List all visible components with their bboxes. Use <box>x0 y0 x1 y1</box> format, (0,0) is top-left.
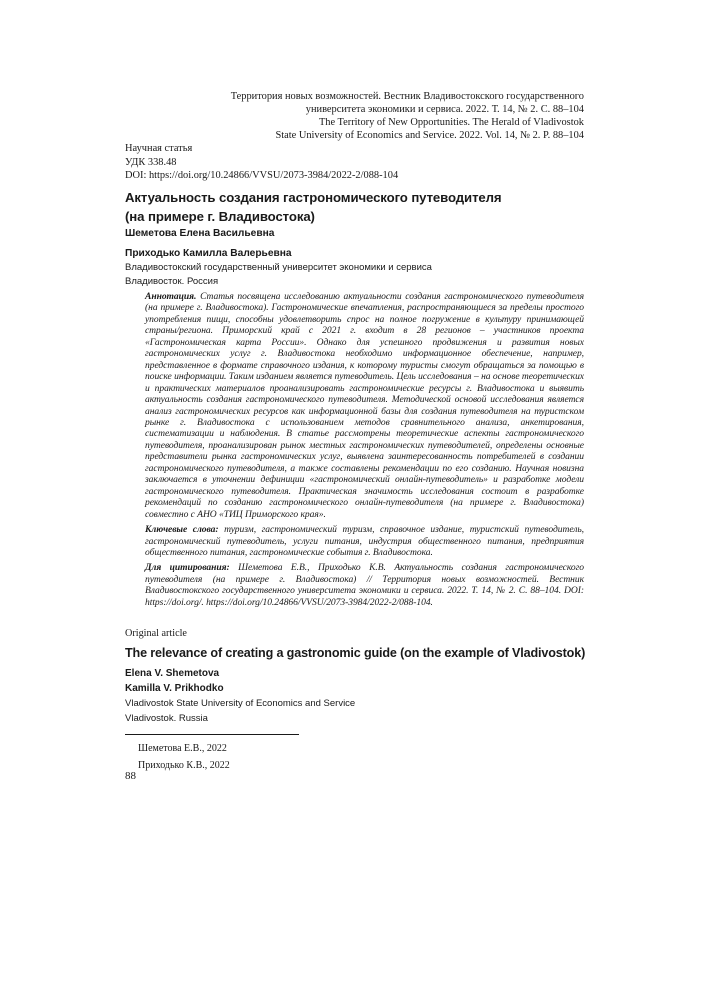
keywords-label: Ключевые слова: <box>145 524 219 536</box>
abstract-text: Статья посвящена исследованию актуальности создания гастрономического путеводителя (на примере г. Владивостока). Гастрономические впечатления, распространяющиеся за пределы простого употребления пищи, способны удовлетворить спрос на полное погружение в культуру принимающей страны/региона. Приморский край с 2021 г. входит в 28 регионов – участников проекта «Гастрономическая карта России». Однако для успешного продвижения и развития новых гастрономических услуг г. Владивостока необходимо информационное обеспечение, например, представленное в формате справочного издания, к которому туристы смогут обращаться за помощью в поиске информации. Таким изданием является путеводитель. Цель исследования – на основе теоретических и практических материалов проанализировать гастрономические ресурсы г. Владивостока и выявить актуальность создания гастрономического путеводителя. Методической основой исследования является анализ гастрономических ресурсов как информационной базы для создания путеводителя на туристском рынке г. Владивостока с использованием методов сравнительного анализа, анкетирования, систематизации и наблюдения. В статье рассмотрены теоретические аспекты гастрономического путеводителя, проанализирован рынок местных гастрономических путеводителей, определены основные представители рынка гастрономических услуг, выявлена заинтересованность потребителей в создании гастрономического путеводителя, а также составлены рекомендации по его созданию. Научная новизна заключается в уточнении дефиниции «гастрономический онлайн-путеводитель» и разработке модели гастрономического путеводителя. Практическая значимость исследования состоит в разработке рекомендаций по созданию гастрономического онлайн-путеводителя (на примере г. Владивостока) совместно с АНО «ТИЦ Приморского края». <box>145 291 584 520</box>
author-2-en: Kamilla V. Prikhodko <box>125 683 224 694</box>
copyright-line-1: Шеметова Е.В., 2022 <box>138 743 227 754</box>
affiliation-en: Vladivostok State University of Economics and Service <box>125 698 356 709</box>
footnote-divider <box>125 734 299 735</box>
title-ru-line2: (на примере г. Владивостока) <box>125 209 315 224</box>
doi-link[interactable]: DOI: https://doi.org/10.24866/VVSU/2073-3984/2022-2/088-104 <box>125 170 399 181</box>
abstract-label: Аннотация. <box>145 291 197 302</box>
article-meta <box>125 142 398 183</box>
page-number: 88 <box>125 770 136 782</box>
author-1-ru: Шеметова Елена Васильевна <box>125 228 275 239</box>
article-type: Научная статья <box>125 143 193 154</box>
affiliation-ru: Владивостокский государственный университет экономики и сервиса <box>125 262 432 273</box>
citation-text: Шеметова Е.В., Приходько К.В. Актуальность создания гастрономического путеводителя (на примере г. Владивостока) // Территория новых возможностей. Вестник Владивостокского государственного университета экономики и сервиса. 2022. Т. 14, № 2. С. 88–104. DOI: https://doi.org/. https://doi.org/10.24866/VVSU/2073-3984/2022-2/088-104. <box>145 562 585 608</box>
authors-ru <box>125 226 432 289</box>
title-ru-line1: Актуальность создания гастрономического путеводителя <box>125 190 502 205</box>
city-ru: Владивосток. Россия <box>125 276 219 287</box>
udc-code: УДК 338.48 <box>125 156 177 168</box>
journal-en-line2: State University of Economics and Service. 2022. Vol. 14, № 2. P. 88–104 <box>275 130 584 141</box>
original-article-label: Original article <box>125 628 187 639</box>
copyright-line-2: Приходько К.В., 2022 <box>138 759 230 771</box>
city-en: Vladivostok. Russia <box>125 713 208 724</box>
copyright-block <box>138 741 230 774</box>
abstract-block <box>145 291 584 608</box>
article-title-ru <box>125 188 595 226</box>
author-2-ru: Приходько Камилла Валерьевна <box>125 248 292 259</box>
citation-paragraph <box>145 562 584 608</box>
keywords-text: туризм, гастрономический туризм, справочное издание, туристский путеводитель, гастрономический путеводитель, услуги питания, индустрия общественного питания, предприятия общественного питания, гастрономические события г. Владивостока. <box>145 524 585 558</box>
journal-ru-line1: Территория новых возможностей. Вестник Владивостокского государственного <box>230 91 584 102</box>
authors-en <box>125 666 355 726</box>
citation-label: Для цитирования: <box>145 562 230 574</box>
journal-en-line1: The Territory of New Opportunities. The Herald of Vladivostok <box>318 117 584 128</box>
article-title-en: The relevance of creating a gastronomic guide (on the example of Vladivostok) <box>125 646 586 660</box>
abstract-paragraph <box>145 291 584 520</box>
journal-header <box>164 90 584 142</box>
keywords-paragraph <box>145 524 584 558</box>
journal-ru-line2: университета экономики и сервиса. 2022. Т. 14, № 2. С. 88–104 <box>305 104 584 115</box>
author-1-en: Elena V. Shemetova <box>125 668 220 679</box>
